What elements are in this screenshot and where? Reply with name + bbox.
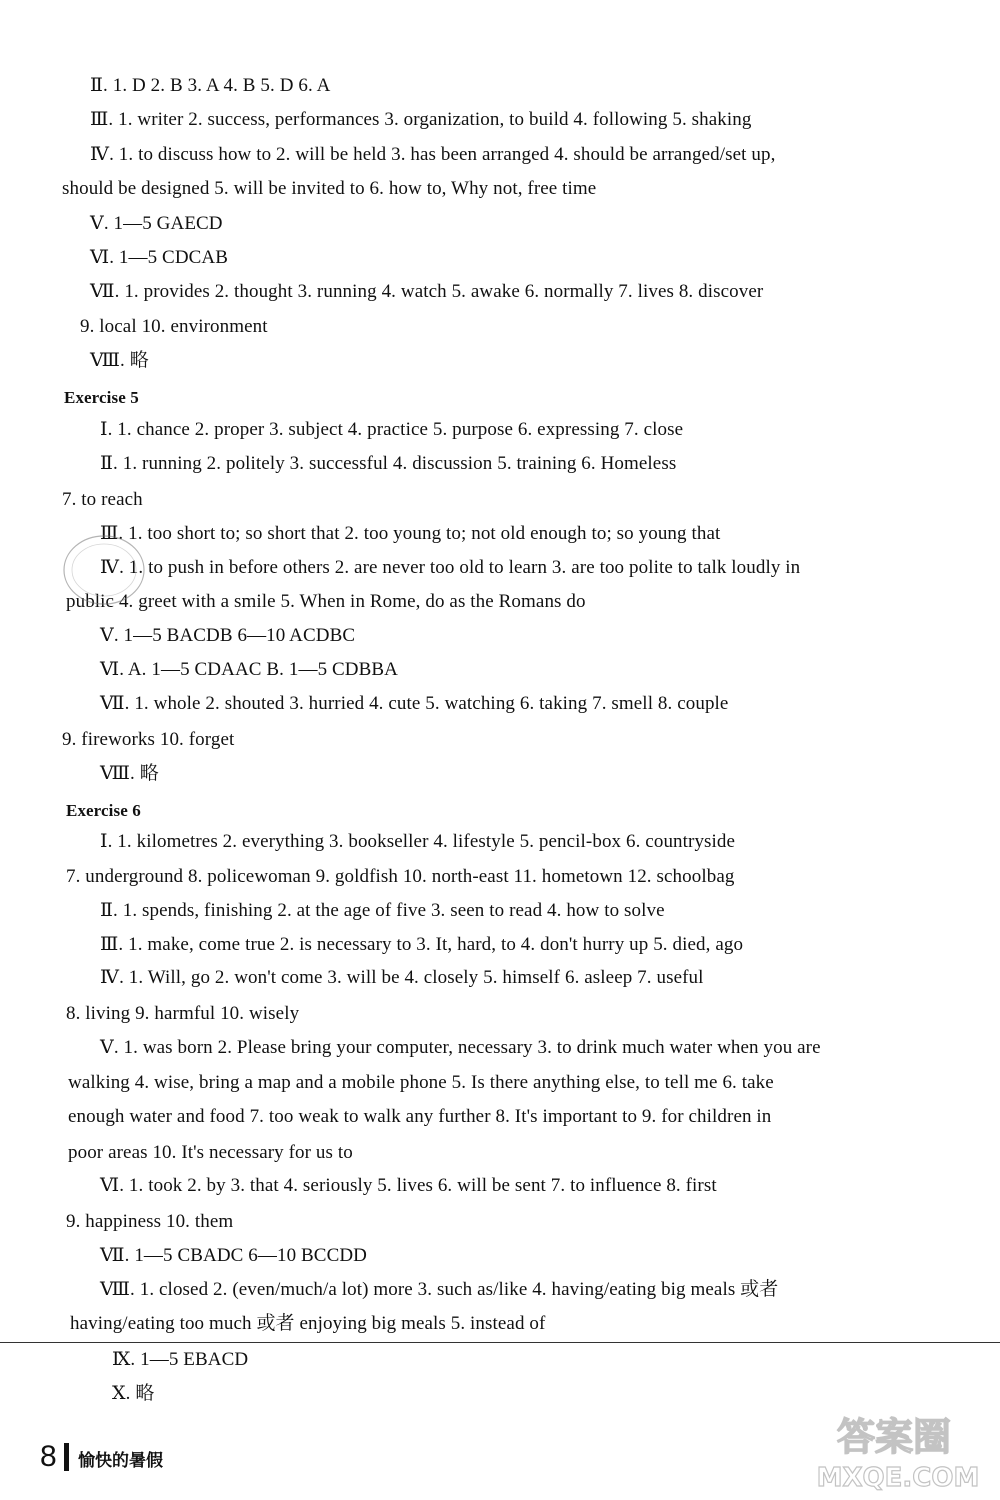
- answer-line: 7. underground 8. policewoman 9. goldfish 10. north-east 11. hometown 12. schoolbag: [66, 866, 735, 887]
- answer-line: Ⅹ. 略: [112, 1383, 155, 1404]
- watermark-logo: [806, 1404, 986, 1494]
- answer-line: Ⅵ. 1. took 2. by 3. that 4. seriously 5. lives 6. will be sent 7. to influence 8. first: [100, 1175, 717, 1196]
- footer-divider: [64, 1443, 69, 1471]
- answer-line: Ⅱ. 1. spends, finishing 2. at the age of five 3. seen to read 4. how to solve: [100, 900, 665, 921]
- answer-line: Ⅵ. 1—5 CDCAB: [90, 247, 229, 268]
- answer-line: Ⅳ. 1. to push in before others 2. are never too old to learn 3. are too polite to talk loudly in: [100, 557, 801, 578]
- answer-line: public 4. greet with a smile 5. When in Rome, do as the Romans do: [66, 591, 586, 612]
- divider-line: [0, 1342, 1000, 1343]
- section-heading: Exercise 5: [64, 388, 139, 407]
- answer-line: should be designed 5. will be invited to 6. how to, Why not, free time: [62, 178, 597, 199]
- page-number: 8: [40, 1440, 57, 1473]
- answer-line: 9. fireworks 10. forget: [62, 729, 235, 750]
- answer-line: Ⅴ. 1. was born 2. Please bring your computer, necessary 3. to drink much water when you are: [100, 1037, 821, 1058]
- answer-line: Ⅶ. 1. whole 2. shouted 3. hurried 4. cute 5. watching 6. taking 7. smell 8. couple: [100, 693, 729, 714]
- answer-line: walking 4. wise, bring a map and a mobile phone 5. Is there anything else, to tell me 6. take: [68, 1072, 774, 1093]
- answer-line: 9. local 10. environment: [80, 316, 268, 337]
- book-title: 愉快的暑假: [78, 1451, 163, 1471]
- answer-line: Ⅷ. 1. closed 2. (even/much/a lot) more 3. such as/like 4. having/eating big meals 或者: [100, 1279, 779, 1300]
- answer-line: Ⅱ. 1. running 2. politely 3. successful 4. discussion 5. training 6. Homeless: [100, 453, 677, 474]
- answer-line: Ⅲ. 1. make, come true 2. is necessary to 3. It, hard, to 4. don't hurry up 5. died, ago: [100, 934, 744, 955]
- answer-line: Ⅵ. A. 1—5 CDAAC B. 1—5 CDBBA: [100, 659, 398, 680]
- answer-line: 7. to reach: [62, 489, 143, 510]
- answer-line: enough water and food 7. too weak to walk any further 8. It's important to 9. for children in: [68, 1106, 772, 1127]
- answer-line: Ⅲ. 1. too short to; so short that 2. too young to; not old enough to; so young that: [100, 523, 721, 544]
- answer-line: Ⅳ. 1. to discuss how to 2. will be held 3. has been arranged 4. should be arranged/set up,: [90, 144, 776, 165]
- answer-line: Ⅷ. 略: [90, 350, 149, 371]
- answer-line: having/eating too much 或者 enjoying big meals 5. instead of: [70, 1313, 546, 1334]
- svg-text:MXQE.COM: MXQE.COM: [816, 1463, 980, 1493]
- answer-line: Ⅰ. 1. chance 2. proper 3. subject 4. practice 5. purpose 6. expressing 7. close: [100, 419, 684, 440]
- answer-line: Ⅶ. 1—5 CBADC 6—10 BCCDD: [100, 1245, 367, 1266]
- answer-line: Ⅸ. 1—5 EBACD: [112, 1349, 249, 1370]
- answer-line: Ⅷ. 略: [100, 763, 159, 784]
- section-heading: Exercise 6: [66, 801, 141, 820]
- answer-line: 9. happiness 10. them: [66, 1211, 234, 1232]
- answer-line: Ⅳ. 1. Will, go 2. won't come 3. will be 4. closely 5. himself 6. asleep 7. useful: [100, 967, 704, 988]
- stamp-mark: [56, 524, 156, 614]
- answer-line: Ⅶ. 1. provides 2. thought 3. running 4. watch 5. awake 6. normally 7. lives 8. discover: [90, 281, 764, 302]
- svg-text:答案圈: 答案圈: [836, 1415, 952, 1459]
- answer-line: Ⅱ. 1. D 2. B 3. A 4. B 5. D 6. A: [90, 75, 331, 96]
- answer-line: Ⅰ. 1. kilometres 2. everything 3. bookseller 4. lifestyle 5. pencil-box 6. countryside: [100, 831, 736, 852]
- answer-line: Ⅲ. 1. writer 2. success, performances 3. organization, to build 4. following 5. shaking: [90, 109, 752, 130]
- answer-line: poor areas 10. It's necessary for us to: [68, 1142, 353, 1163]
- answer-line: Ⅴ. 1—5 BACDB 6—10 ACDBC: [100, 625, 356, 646]
- answer-line: Ⅴ. 1—5 GAECD: [90, 213, 223, 234]
- answer-line: 8. living 9. harmful 10. wisely: [66, 1003, 300, 1024]
